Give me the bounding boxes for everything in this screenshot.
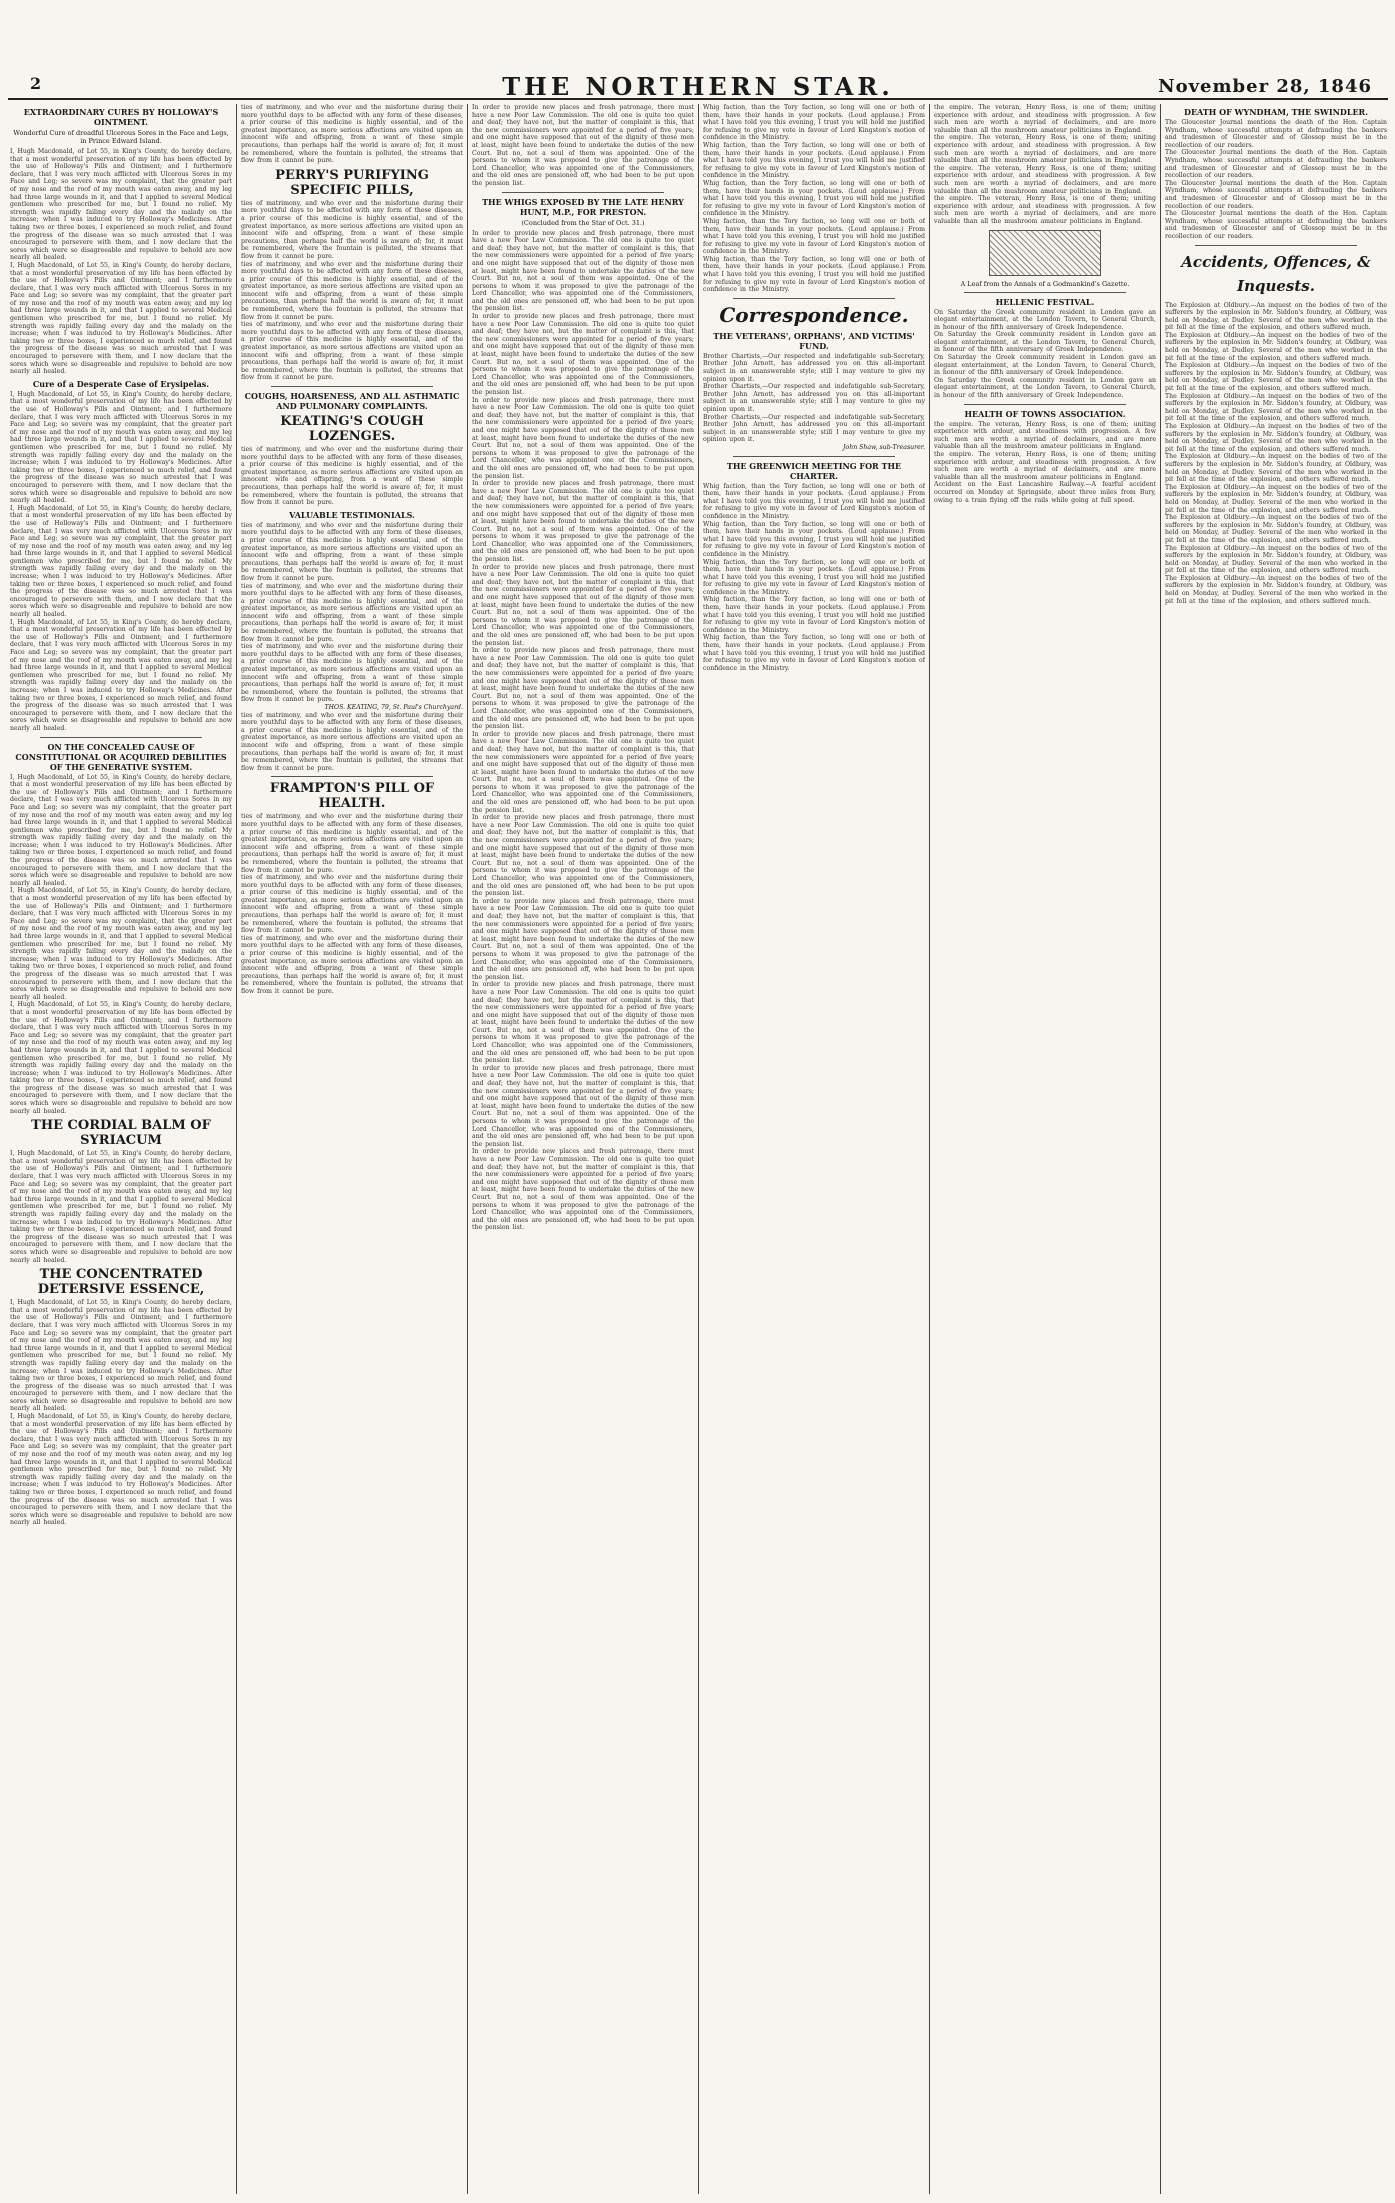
col2-article-repeat-8: ties of matrimony, and who ever and the misfortune during their more youthful days to be affected with any form of these diseases, a prior course of this medicine is highly essential, and of the greatest importance, as more serious affections are visited upon an innocent wife and offspring, from a want of these simple precautions, than perhaps half the world is aware of; for, it must be remembered, where the fountain is polluted, the streams that flow from it cannot be pure. (241, 711, 463, 772)
col3-article-repeat-2: In order to provide new places and fresh patronage, there must have a new Poor Law Commission. The old one is quite too quiet and deaf; they have not, but the matter of complaint is this, that the new commissioners were appointed for a period of five years; and one might have supposed that out of the dignity of those men at least, might have been found to undertake the duties of the new Court. But no, not a soul of them was appointed. One of the persons to whom it was proposed to give the patronage of the Lord Chancellor, who was appointed one of the Commissioners, and the old ones are pensioned off, who had been to be put upon the pension list. (472, 396, 694, 480)
col6-article-2-repeat-7: The Explosion at Oldbury.—An inquest on the bodies of two of the sufferers by the explosion in Mr. Siddon's foundry, at Oldbury, was held on Monday, at Dudley. Several of the men who worked in the pit fell at the time of the explosion, and others suffered much. (1165, 514, 1387, 544)
col4-heading-veterans-fund: THE VETERANS', ORPHANS', AND VICTIMS' FUND. (713, 330, 915, 351)
col4-article-top-repeat-2: Whig faction, than the Tory faction, so long will one or both of them, have their hands in your pockets. (Loud applause.) From what I have told you this evening, I trust you will hold me justified for refusing to give my vote in favour of Lord Kingston's motion of confidence in the Ministry. (703, 179, 925, 218)
column-rule (698, 104, 699, 2194)
col6-article-2-repeat-9: The Explosion at Oldbury.—An inquest on the bodies of two of the sufferers by the explosion in Mr. Siddon's foundry, at Oldbury, was held on Monday, at Dudley. Several of the men who worked in the pit fell at the time of the explosion, and others suffered much. (1165, 574, 1387, 605)
col1-heading-cordial-balm: THE CORDIAL BALM OF SYRIACUM (31, 1118, 211, 1149)
col3-article-repeat-11: In order to provide new places and fresh patronage, there must have a new Poor Law Commission. The old one is quite too quiet and deaf; they have not, but the matter of complaint is this, that the new commissioners were appointed for a period of five years; and one might have supposed that out of the dignity of those men at least, might have been found to undertake the duties of the new Court. But no, not a soul of them was appointed. One of the persons to whom it was proposed to give the patronage of the Lord Chancellor, who was appointed one of the Commissioners, and the old ones are pensioned off, who had been to be put upon the pension list. (472, 1148, 694, 1232)
col4-divider (733, 298, 895, 299)
col4-article-top-repeat-1: Whig faction, than the Tory faction, so long will one or both of them, have their hands in your pockets. (Loud applause.) From what I have told you this evening, I trust you will hold me justified for refusing to give my vote in favour of Lord Kingston's motion of confidence in the Ministry. (703, 141, 925, 180)
col4-article-repeat-4: Whig faction, than the Tory faction, so long will one or both of them, have their hands in your pockets. (Loud applause.) From what I have told you this evening, I trust you will hold me justified for refusing to give my vote in favour of Lord Kingston's motion of confidence in the Ministry. (703, 520, 925, 558)
column-rule (929, 104, 930, 2194)
col3-article-repeat-9: In order to provide new places and fresh patronage, there must have a new Poor Law Commission. The old one is quite too quiet and deaf; they have not, but the matter of complaint is this, that the new commissioners were appointed for a period of five years; and one might have supposed that out of the dignity of those men at least, might have been found to undertake the duties of the new Court. But no, not a soul of them was appointed. One of the persons to whom it was proposed to give the patronage of the Lord Chancellor, who was appointed one of the Commissioners, and the old ones are pensioned off, who had been to be put upon the pension list. (472, 981, 694, 1065)
col6-article-2-repeat-3: The Explosion at Oldbury.—An inquest on the bodies of two of the sufferers by the explosion in Mr. Siddon's foundry, at Oldbury, was held on Monday, at Dudley. Several of the men who worked in the pit fell at the time of the explosion, and others suffered much. (1165, 392, 1387, 423)
col3-article-repeat-7: In order to provide new places and fresh patronage, there must have a new Poor Law Commission. The old one is quite too quiet and deaf; they have not, but the matter of complaint is this, that the new commissioners were appointed for a period of five years; and one might have supposed that out of the dignity of those men at least, might have been found to undertake the duties of the new Court. But no, not a soul of them was appointed. One of the persons to whom it was proposed to give the patronage of the Lord Chancellor, who was appointed one of the Commissioners, and the old ones are pensioned off, who had been to be put upon the pension list. (472, 814, 694, 898)
col2-article-repeat-10: ties of matrimony, and who ever and the misfortune during their more youthful days to be affected with any form of these diseases, a prior course of this medicine is highly essential, and of the greatest importance, as more serious affections are visited upon an innocent wife and offspring, from a want of these simple precautions, than perhaps half the world is aware of; for, it must be remembered, where the fountain is polluted, the streams that flow from it cannot be pure. (241, 874, 463, 935)
col2-article-repeat-3: ties of matrimony, and who ever and the misfortune during their more youthful days to be affected with any form of these diseases, a prior course of this medicine is highly essential, and of the greatest importance, as more serious affections are visited upon an innocent wife and offspring, from a want of these simple precautions, than perhaps half the world is aware of; for, it must be remembered, where the fountain is polluted, the streams that flow from it cannot be pure. (241, 321, 463, 382)
col2-article-repeat-11: ties of matrimony, and who ever and the misfortune during their more youthful days to be affected with any form of these diseases, a prior course of this medicine is highly essential, and of the greatest importance, as more serious affections are visited upon an innocent wife and offspring, from a want of these simple precautions, than perhaps half the world is aware of; for, it must be remembered, where the fountain is polluted, the streams that flow from it cannot be pure. (241, 934, 463, 995)
column-4 (703, 104, 925, 2194)
col2-article-repeat-7: ties of matrimony, and who ever and the misfortune during their more youthful days to be affected with any form of these diseases, a prior course of this medicine is highly essential, and of the greatest importance, as more serious affections are visited upon an innocent wife and offspring, from a want of these simple precautions, than perhaps half the world is aware of; for, it must be remembered, where the fountain is polluted, the streams that flow from it cannot be pure. (241, 643, 463, 704)
col6-article-repeat-1: The Gloucester Journal mentions the death of the Hon. Captain Wyndham, whose successful attempts at defrauding the bankers and tradesmen of Gloucester and of Glossop must be in the recollection of our readers. (1165, 149, 1387, 180)
col1-divider (40, 737, 202, 738)
col2-heading-lozenges: KEATING'S COUGH LOZENGES. (280, 414, 424, 444)
col1-article-repeat-10: I, Hugh Macdonald, of Lot 55, in King's County, do hereby declare, that a most wonderful preservation of my life has been effected by the use of Holloway's Pills and Ointment; and I furthermore declare, that I was very much afflicted with Ulcerous Sores in my Face and Leg; so severe was my complaint, that the greater part of my nose and the roof of my mouth was eaten away, and my leg had three large wounds in it, and that I applied to several Medical gentlemen who prescribed for me, but I found no relief. My strength was rapidly failing every day and the malady on the increase; when I was induced to try Holloway's Medicines. After taking two or three boxes, I experienced so much relief, and found the progress of the disease was so much arrested that I was encouraged to persevere with them, and I now declare that the sores which were so disagreeable and repulsive to behold are now nearly all healed. (10, 1413, 232, 1527)
col5-article-repeat-1: On Saturday the Greek community resident in London gave an elegant entertainment, at the London Tavern, to General Church, in honour of the fifth anniversary of Greek Independence. (934, 331, 1156, 354)
col1-subheading: Wonderful Cure of dreadful Ulcerous Sores in the Face and Legs, in Prince Edward Island. (13, 129, 229, 145)
col6-article-2-repeat-2: The Explosion at Oldbury.—An inquest on the bodies of two of the sufferers by the explosion in Mr. Siddon's foundry, at Oldbury, was held on Monday, at Dudley. Several of the men who worked in the pit fell at the time of the explosion, and others suffered much. (1165, 362, 1387, 393)
woodcut-illustration (989, 230, 1101, 276)
col1-heading-debilities: ON THE CONCEALED CAUSE OF CONSTITUTIONAL OR ACQUIRED DEBILITIES OF THE GENERATIVE SYSTEM. (15, 741, 227, 772)
col1-article-repeat-3: I, Hugh Macdonald, of Lot 55, in King's County, do hereby declare, that a most wonderful preservation of my life has been effected by the use of Holloway's Pills and Ointment; and I furthermore declare, that I was very much afflicted with Ulcerous Sores in my Face and Leg; so severe was my complaint, that the greater part of my nose and the roof of my mouth was eaten away, and my leg had three large wounds in it, and that I applied to several Medical gentlemen who prescribed for me, but I found no relief. My strength was rapidly failing every day and the malady on the increase; when I was induced to try Holloway's Medicines. After taking two or three boxes, I experienced so much relief, and found the progress of the disease was so much arrested that I was encouraged to persevere with them, and I now declare that the sores which were so disagreeable and repulsive to behold are now nearly all healed. (10, 504, 232, 619)
col1-heading: EXTRAORDINARY CURES BY HOLLOWAY'S OINTMENT. (23, 107, 219, 127)
col5-article-top-repeat-3: the empire. The veteran, Henry Ross, is one of them; uniting experience with ardour, and steadiness with progression. A few such men are worth a myriad of declaimers, and are more valuable than all the mushroom amateur politicians in England. (934, 195, 1156, 225)
col1-article-repeat-1: I, Hugh Macdonald, of Lot 55, in King's County, do hereby declare, that a most wonderful preservation of my life has been effected by the use of Holloway's Pills and Ointment; and I furthermore declare, that I was very much afflicted with Ulcerous Sores in my Face and Leg; so severe was my complaint, that the greater part of my nose and the roof of my mouth was eaten away, and my leg had three large wounds in it, and that I applied to several Medical gentlemen who prescribed for me, but I found no relief. My strength was rapidly failing every day and the malady on the increase; when I was induced to try Holloway's Medicines. After taking two or three boxes, I experienced so much relief, and found the progress of the disease was so much arrested that I was encouraged to persevere with them, and I now declare that the sores which were so disagreeable and repulsive to behold are now nearly all healed. (10, 261, 232, 376)
column-6 (1165, 104, 1387, 2194)
col5-article: On Saturday the Greek community resident in London gave an elegant entertainment, at the London Tavern, to General Church, in honour of the fifth anniversary of Greek Independence. (934, 308, 1156, 331)
col6-article-2: The Explosion at Oldbury.—An inquest on the bodies of two of the sufferers by the explosion in Mr. Siddon's foundry, at Oldbury, was held on Monday, at Dudley. Several of the men who worked in the pit fell at the time of the explosion, and others suffered much. (1165, 301, 1387, 332)
col4-article-repeat-6: Whig faction, than the Tory faction, so long will one or both of them, have their hands in your pockets. (Loud applause.) From what I have told you this evening, I trust you will hold me justified for refusing to give my vote in favour of Lord Kingston's motion of confidence in the Ministry. (703, 596, 925, 634)
masthead (8, 72, 1388, 100)
col1-article-repeat-7: I, Hugh Macdonald, of Lot 55, in King's County, do hereby declare, that a most wonderful preservation of my life has been effected by the use of Holloway's Pills and Ointment; and I furthermore declare, that I was very much afflicted with Ulcerous Sores in my Face and Leg; so severe was my complaint, that the greater part of my nose and the roof of my mouth was eaten away, and my leg had three large wounds in it, and that I applied to several Medical gentlemen who prescribed for me, but I found no relief. My strength was rapidly failing every day and the malady on the increase; when I was induced to try Holloway's Medicines. After taking two or three boxes, I experienced so much relief, and found the progress of the disease was so much arrested that I was encouraged to persevere with them, and I now declare that the sores which were so disagreeable and repulsive to behold are now nearly all healed. (10, 1001, 232, 1115)
col3-article-repeat-5: In order to provide new places and fresh patronage, there must have a new Poor Law Commission. The old one is quite too quiet and deaf; they have not, but the matter of complaint is this, that the new commissioners were appointed for a period of five years; and one might have supposed that out of the dignity of those men at least, might have been found to undertake the duties of the new Court. But no, not a soul of them was appointed. One of the persons to whom it was proposed to give the patronage of the Lord Chancellor, who was appointed one of the Commissioners, and the old ones are pensioned off, who had been to be put upon the pension list. (472, 647, 694, 731)
col3-article-repeat-1: In order to provide new places and fresh patronage, there must have a new Poor Law Commission. The old one is quite too quiet and deaf; they have not, but the matter of complaint is this, that the new commissioners were appointed for a period of five years; and one might have supposed that out of the dignity of those men at least, might have been found to undertake the duties of the new Court. But no, not a soul of them was appointed. One of the persons to whom it was proposed to give the patronage of the Lord Chancellor, who was appointed one of the Commissioners, and the old ones are pensioned off, who had been to be put upon the pension list. (472, 313, 694, 396)
col4-article: Brother Chartists,—Our respected and indefatigable sub-Secretary, Brother John Arnott, has addressed you on this all-important subject in an unanswerable style; still I may venture to give my opinion upon it. (703, 352, 925, 383)
col3-divider (502, 192, 664, 193)
col3-article: In order to provide new places and fresh patronage, there must have a new Poor Law Commission. The old one is quite too quiet and deaf; they have not, but the matter of complaint is this, that the new commissioners were appointed for a period of five years; and one might have supposed that out of the dignity of those men at least, might have been found to undertake the duties of the new Court. But no, not a soul of them was appointed. One of the persons to whom it was proposed to give the patronage of the Lord Chancellor, who was appointed one of the Commissioners, and the old ones are pensioned off, who had been to be put upon the pension list. (472, 229, 694, 313)
col5-article-repeat-4: the empire. The veteran, Henry Ross, is one of them; uniting experience with ardour, and steadiness with progression. A few such men are worth a myriad of declaimers, and are more valuable than all the mushroom amateur politicians in England. (934, 420, 1156, 451)
col3-heading-whigs: THE WHIGS EXPOSED BY THE LATE HENRY HUNT, M.P., FOR PRESTON. (482, 196, 684, 217)
col4-divider-2 (733, 456, 895, 457)
col1-article: I, Hugh Macdonald, of Lot 55, in King's County, do hereby declare, that a most wonderful preservation of my life has been effected by the use of Holloway's Pills and Ointment; and I furthermore declare, that I was very much afflicted with Ulcerous Sores in my Face and Leg; so severe was my complaint, that the greater part of my nose and the roof of my mouth was eaten away, and my leg had three large wounds in it, and that I applied to several Medical gentlemen who prescribed for me, but I found no relief. My strength was rapidly failing every day and the malady on the increase; when I was induced to try Holloway's Medicines. After taking two or three boxes, I experienced so much relief, and found the progress of the disease was so much arrested that I was encouraged to persevere with them, and I now declare that the sores which were so disagreeable and repulsive to behold are now nearly all healed. (10, 148, 232, 262)
columns (10, 104, 1388, 2199)
col5-article-top: the empire. The veteran, Henry Ross, is one of them; uniting experience with ardour, and steadiness with progression. A few such men are worth a myriad of declaimers, and are more valuable than all the mushroom amateur politicians in England. (934, 104, 1156, 134)
column-rule (236, 104, 237, 2194)
page-number: 2 (30, 74, 42, 93)
col6-article: The Gloucester Journal mentions the death of the Hon. Captain Wyndham, whose successful attempts at defrauding the bankers and tradesmen of Gloucester and of Glossop must be in the recollection of our readers. (1165, 119, 1387, 149)
col3-article-repeat-10: In order to provide new places and fresh patronage, there must have a new Poor Law Commission. The old one is quite too quiet and deaf; they have not, but the matter of complaint is this, that the new commissioners were appointed for a period of five years; and one might have supposed that out of the dignity of those men at least, might have been found to undertake the duties of the new Court. But no, not a soul of them was appointed. One of the persons to whom it was proposed to give the patronage of the Lord Chancellor, who was appointed one of the Commissioners, and the old ones are pensioned off, who had been to be put upon the pension list. (472, 1064, 694, 1148)
col6-article-repeat-2: The Gloucester Journal mentions the death of the Hon. Captain Wyndham, whose successful attempts at defrauding the bankers and tradesmen of Gloucester and of Glossop must be in the recollection of our readers. (1165, 179, 1387, 210)
col5-caption: A Leaf from the Annals of a Godmankind's Gazette. (960, 279, 1130, 288)
col5-article-top-repeat-1: the empire. The veteran, Henry Ross, is one of them; uniting experience with ardour, and steadiness with progression. A few such men are worth a myriad of declaimers, and are more valuable than all the mushroom amateur politicians in England. (934, 134, 1156, 165)
column-2 (241, 104, 463, 2194)
col4-section-correspondence: Correspondence. (719, 302, 909, 327)
col6-article-repeat-3: The Gloucester Journal mentions the death of the Hon. Captain Wyndham, whose successful attempts at defrauding the bankers and tradesmen of Gloucester and of Glossop must be in the recollection of our readers. (1165, 210, 1387, 240)
col5-article-repeat-5: the empire. The veteran, Henry Ross, is one of them; uniting experience with ardour, and steadiness with progression. A few such men are worth a myriad of declaimers, and are more valuable than all the mushroom amateur politicians in England. (934, 451, 1156, 481)
col2-heading-perrys-pills: PERRY'S PURIFYING SPECIFIC PILLS, (275, 167, 429, 198)
column-3 (472, 104, 694, 2194)
col4-article-top: Whig faction, than the Tory faction, so long will one or both of them, have their hands in your pockets. (Loud applause.) From what I have told you this evening, I trust you will hold me justified for refusing to give my vote in favour of Lord Kingston's motion of confidence in the Ministry. (703, 104, 925, 142)
col2-divider (271, 386, 433, 387)
col2-article-repeat-5: ties of matrimony, and who ever and the misfortune during their more youthful days to be affected with any form of these diseases, a prior course of this medicine is highly essential, and of the greatest importance, as more serious affections are visited upon an innocent wife and offspring, from a want of these simple precautions, than perhaps half the world is aware of; for, it must be remembered, where the fountain is polluted, the streams that flow from it cannot be pure. (241, 521, 463, 582)
col2-divider-2 (271, 776, 433, 777)
newspaper-title: THE NORTHERN STAR. (502, 72, 894, 101)
col6-divider (1195, 245, 1357, 246)
col3-article-repeat-3: In order to provide new places and fresh patronage, there must have a new Poor Law Commission. The old one is quite too quiet and deaf; they have not, but the matter of complaint is this, that the new commissioners were appointed for a period of five years; and one might have supposed that out of the dignity of those men at least, might have been found to undertake the duties of the new Court. But no, not a soul of them was appointed. One of the persons to whom it was proposed to give the patronage of the Lord Chancellor, who was appointed one of the Commissioners, and the old ones are pensioned off, who had been to be put upon the pension list. (472, 480, 694, 564)
col4-article-repeat-7: Whig faction, than the Tory faction, so long will one or both of them, have their hands in your pockets. (Loud applause.) From what I have told you this evening, I trust you will hold me justified for refusing to give my vote in favour of Lord Kingston's motion of confidence in the Ministry. (703, 634, 925, 672)
col4-article-repeat-5: Whig faction, than the Tory faction, so long will one or both of them, have their hands in your pockets. (Loud applause.) From what I have told you this evening, I trust you will hold me justified for refusing to give my vote in favour of Lord Kingston's motion of confidence in the Ministry. (703, 558, 925, 596)
col1-article-repeat-8: I, Hugh Macdonald, of Lot 55, in King's County, do hereby declare, that a most wonderful preservation of my life has been effected by the use of Holloway's Pills and Ointment; and I furthermore declare, that I was very much afflicted with Ulcerous Sores in my Face and Leg; so severe was my complaint, that the greater part of my nose and the roof of my mouth was eaten away, and my leg had three large wounds in it, and that I applied to several Medical gentlemen who prescribed for me, but I found no relief. My strength was rapidly failing every day and the malady on the increase; when I was induced to try Holloway's Medicines. After taking two or three boxes, I experienced so much relief, and found the progress of the disease was so much arrested that I was encouraged to persevere with them, and I now declare that the sores which were so disagreeable and repulsive to behold are now nearly all healed. (10, 1150, 232, 1264)
col3-article-repeat-8: In order to provide new places and fresh patronage, there must have a new Poor Law Commission. The old one is quite too quiet and deaf; they have not, but the matter of complaint is this, that the new commissioners were appointed for a period of five years; and one might have supposed that out of the dignity of those men at least, might have been found to undertake the duties of the new Court. But no, not a soul of them was appointed. One of the persons to whom it was proposed to give the patronage of the Lord Chancellor, who was appointed one of the Commissioners, and the old ones are pensioned off, who had been to be put upon the pension list. (472, 897, 694, 981)
col1-article-repeat-6: I, Hugh Macdonald, of Lot 55, in King's County, do hereby declare, that a most wonderful preservation of my life has been effected by the use of Holloway's Pills and Ointment; and I furthermore declare, that I was very much afflicted with Ulcerous Sores in my Face and Leg; so severe was my complaint, that the greater part of my nose and the roof of my mouth was eaten away, and my leg had three large wounds in it, and that I applied to several Medical gentlemen who prescribed for me, but I found no relief. My strength was rapidly failing every day and the malady on the increase; when I was induced to try Holloway's Medicines. After taking two or three boxes, I experienced so much relief, and found the progress of the disease was so much arrested that I was encouraged to persevere with them, and I now declare that the sores which were so disagreeable and repulsive to behold are now nearly all healed. (10, 887, 232, 1001)
column-5 (934, 104, 1156, 2194)
col6-article-2-repeat-1: The Explosion at Oldbury.—An inquest on the bodies of two of the sufferers by the explosion in Mr. Siddon's foundry, at Oldbury, was held on Monday, at Dudley. Several of the men who worked in the pit fell at the time of the explosion, and others suffered much. (1165, 331, 1387, 362)
col5-heading-health-of-towns: HEALTH OF TOWNS ASSOCIATION. (964, 408, 1126, 419)
col6-heading-wyndham: DEATH OF WYNDHAM, THE SWINDLER. (1184, 107, 1368, 117)
column-rule (467, 104, 468, 2194)
col6-article-2-repeat-5: The Explosion at Oldbury.—An inquest on the bodies of two of the sufferers by the explosion in Mr. Siddon's foundry, at Oldbury, was held on Monday, at Dudley. Several of the men who worked in the pit fell at the time of the explosion, and others suffered much. (1165, 453, 1387, 484)
col6-article-2-repeat-4: The Explosion at Oldbury.—An inquest on the bodies of two of the sufferers by the explosion in Mr. Siddon's foundry, at Oldbury, was held on Monday, at Dudley. Several of the men who worked in the pit fell at the time of the explosion, and others suffered much. (1165, 423, 1387, 453)
col4-article-top-repeat-3: Whig faction, than the Tory faction, so long will one or both of them, have their hands in your pockets. (Loud applause.) From what I have told you this evening, I trust you will hold me justified for refusing to give my vote in favour of Lord Kingston's motion of confidence in the Ministry. (703, 217, 925, 256)
col2-heading-coughs: COUGHS, HOARSENESS, AND ALL ASTHMATIC AND PULMONARY COMPLAINTS. (244, 391, 460, 411)
col5-article-repeat-3: On Saturday the Greek community resident in London gave an elegant entertainment, at the London Tavern, to General Church, in honour of the fifth anniversary of Greek Independence. (934, 376, 1156, 400)
col1-article-repeat-4: I, Hugh Macdonald, of Lot 55, in King's County, do hereby declare, that a most wonderful preservation of my life has been effected by the use of Holloway's Pills and Ointment; and I furthermore declare, that I was very much afflicted with Ulcerous Sores in my Face and Leg; so severe was my complaint, that the greater part of my nose and the roof of my mouth was eaten away, and my leg had three large wounds in it, and that I applied to several Medical gentlemen who prescribed for me, but I found no relief. My strength was rapidly failing every day and the malady on the increase; when I was induced to try Holloway's Medicines. After taking two or three boxes, I experienced so much relief, and found the progress of the disease was so much arrested that I was encouraged to persevere with them, and I now declare that the sores which were so disagreeable and repulsive to behold are now nearly all healed. (10, 618, 232, 732)
col2-article-repeat-6: ties of matrimony, and who ever and the misfortune during their more youthful days to be affected with any form of these diseases, a prior course of this medicine is highly essential, and of the greatest importance, as more serious affections are visited upon an innocent wife and offspring, from a want of these simple precautions, than perhaps half the world is aware of; for, it must be remembered, where the fountain is polluted, the streams that flow from it cannot be pure. (241, 582, 463, 643)
col1-article-repeat-2: I, Hugh Macdonald, of Lot 55, in King's County, do hereby declare, that a most wonderful preservation of my life has been effected by the use of Holloway's Pills and Ointment; and I furthermore declare, that I was very much afflicted with Ulcerous Sores in my Face and Leg; so severe was my complaint, that the greater part of my nose and the roof of my mouth was eaten away, and my leg had three large wounds in it, and that I applied to several Medical gentlemen who prescribed for me, but I found no relief. My strength was rapidly failing every day and the malady on the increase; when I was induced to try Holloway's Medicines. After taking two or three boxes, I experienced so much relief, and found the progress of the disease was so much arrested that I was encouraged to persevere with them, and I now declare that the sores which were so disagreeable and repulsive to behold are now nearly all healed. (10, 390, 232, 505)
col1-article-repeat-5: I, Hugh Macdonald, of Lot 55, in King's County, do hereby declare, that a most wonderful preservation of my life has been effected by the use of Holloway's Pills and Ointment; and I furthermore declare, that I was very much afflicted with Ulcerous Sores in my Face and Leg; so severe was my complaint, that the greater part of my nose and the roof of my mouth was eaten away, and my leg had three large wounds in it, and that I applied to several Medical gentlemen who prescribed for me, but I found no relief. My strength was rapidly failing every day and the malady on the increase; when I was induced to try Holloway's Medicines. After taking two or three boxes, I experienced so much relief, and found the progress of the disease was so much arrested that I was encouraged to persevere with them, and I now declare that the sores which were so disagreeable and repulsive to behold are now nearly all healed. (10, 773, 232, 887)
col5-divider-2 (964, 404, 1126, 405)
col6-article-2-repeat-8: The Explosion at Oldbury.—An inquest on the bodies of two of the sufferers by the explosion in Mr. Siddon's foundry, at Oldbury, was held on Monday, at Dudley. Several of the men who worked in the pit fell at the time of the explosion, and others suffered much. (1165, 544, 1387, 575)
col5-divider (964, 292, 1126, 293)
col4-article-repeat-2: Brother Chartists,—Our respected and indefatigable sub-Secretary, Brother John Arnott, has addressed you on this all-important subject in an unanswerable style; still I may venture to give my opinion upon it. (703, 413, 925, 444)
col5-article-top-repeat-2: the empire. The veteran, Henry Ross, is one of them; uniting experience with ardour, and steadiness with progression. A few such men are worth a myriad of declaimers, and are more valuable than all the mushroom amateur politicians in England. (934, 164, 1156, 195)
col5-footnote: Accident on the East Lancashire Railway.—A fearful accident occurred on Monday at Springside, about three miles from Bury, owing to a train flying off the rails while going at full speed. (934, 481, 1156, 504)
col2-article-repeat-4: ties of matrimony, and who ever and the misfortune during their more youthful days to be affected with any form of these diseases, a prior course of this medicine is highly essential, and of the greatest importance, as more serious affections are visited upon an innocent wife and offspring, from a want of these simple precautions, than perhaps half the world is aware of; for, it must be remembered, where the fountain is polluted, the streams that flow from it cannot be pure. (241, 446, 463, 507)
col2-article: ties of matrimony, and who ever and the misfortune during their more youthful days to be affected with any form of these diseases, a prior course of this medicine is highly essential, and of the greatest importance, as more serious affections are visited upon an innocent wife and offspring, from a want of these simple precautions, than perhaps half the world is aware of; for, it must be remembered, where the fountain is polluted, the streams that flow from it cannot be pure. (241, 104, 463, 165)
col3-article-top: In order to provide new places and fresh patronage, there must have a new Poor Law Commission. The old one is quite too quiet and deaf; they have not, but the matter of complaint is this, that the new commissioners were appointed for a period of five years; and one might have supposed that out of the dignity of those men at least, might have been found to undertake the duties of the new Court. But no, not a soul of them was appointed. One of the persons to whom it was proposed to give the patronage of the Lord Chancellor, who was appointed one of the Commissioners, and the old ones are pensioned off, who had been to be put upon the pension list. (472, 104, 694, 187)
col4-signature: John Shaw, sub-Treasurer. (843, 443, 925, 451)
col2-article-repeat-9: ties of matrimony, and who ever and the misfortune during their more youthful days to be affected with any form of these diseases, a prior course of this medicine is highly essential, and of the greatest importance, as more serious affections are visited upon an innocent wife and offspring, from a want of these simple precautions, than perhaps half the world is aware of; for, it must be remembered, where the fountain is polluted, the streams that flow from it cannot be pure. (241, 813, 463, 874)
col4-article-repeat-3: Whig faction, than the Tory faction, so long will one or both of them, have their hands in your pockets. (Loud applause.) From what I have told you this evening, I trust you will hold me justified for refusing to give my vote in favour of Lord Kingston's motion of confidence in the Ministry. (703, 482, 925, 520)
col3-subheading: (Concluded from the Star of Oct. 31.) (521, 218, 645, 227)
issue-date: November 28, 1846 (1158, 76, 1372, 97)
col1-article-repeat-9: I, Hugh Macdonald, of Lot 55, in King's County, do hereby declare, that a most wonderful preservation of my life has been effected by the use of Holloway's Pills and Ointment; and I furthermore declare, that I was very much afflicted with Ulcerous Sores in my Face and Leg; so severe was my complaint, that the greater part of my nose and the roof of my mouth was eaten away, and my leg had three large wounds in it, and that I applied to several Medical gentlemen who prescribed for me, but I found no relief. My strength was rapidly failing every day and the malady on the increase; when I was induced to try Holloway's Medicines. After taking two or three boxes, I experienced so much relief, and found the progress of the disease was so much arrested that I was encouraged to persevere with them, and I now declare that the sores which were so disagreeable and repulsive to behold are now nearly all healed. (10, 1299, 232, 1413)
col3-article-repeat-4: In order to provide new places and fresh patronage, there must have a new Poor Law Commission. The old one is quite too quiet and deaf; they have not, but the matter of complaint is this, that the new commissioners were appointed for a period of five years; and one might have supposed that out of the dignity of those men at least, might have been found to undertake the duties of the new Court. But no, not a soul of them was appointed. One of the persons to whom it was proposed to give the patronage of the Lord Chancellor, who was appointed one of the Commissioners, and the old ones are pensioned off, who had been to be put upon the pension list. (472, 563, 694, 647)
col4-article-top-repeat-4: Whig faction, than the Tory faction, so long will one or both of them, have their hands in your pockets. (Loud applause.) From what I have told you this evening, I trust you will hold me justified for refusing to give my vote in favour of Lord Kingston's motion of confidence in the Ministry. (703, 255, 925, 294)
col2-heading-frampton: FRAMPTON'S PILL OF HEALTH. (269, 781, 435, 812)
col4-heading-greenwich: THE GREENWICH MEETING FOR THE CHARTER. (726, 460, 902, 481)
col6-section-accidents: Accidents, Offences, & Inquests. (1181, 252, 1371, 295)
col2-heading-testimonials: VALUABLE TESTIMONIALS. (289, 509, 415, 520)
col1-heading-erysipelas: Cure of a Desperate Case of Erysipelas. (32, 378, 210, 389)
col4-article-repeat-1: Brother Chartists,—Our respected and indefatigable sub-Secretary, Brother John Arnott, has addressed you on this all-important subject in an unanswerable style; still I may venture to give my opinion upon it. (703, 383, 925, 413)
col2-article-repeat-1: ties of matrimony, and who ever and the misfortune during their more youthful days to be affected with any form of these diseases, a prior course of this medicine is highly essential, and of the greatest importance, as more serious affections are visited upon an innocent wife and offspring, from a want of these simple precautions, than perhaps half the world is aware of; for, it must be remembered, where the fountain is polluted, the streams that flow from it cannot be pure. (241, 199, 463, 260)
col2-signature: THOS. KEATING, 79, St. Paul's Churchyard. (324, 704, 463, 711)
col3-article-repeat-6: In order to provide new places and fresh patronage, there must have a new Poor Law Commission. The old one is quite too quiet and deaf; they have not, but the matter of complaint is this, that the new commissioners were appointed for a period of five years; and one might have supposed that out of the dignity of those men at least, might have been found to undertake the duties of the new Court. But no, not a soul of them was appointed. One of the persons to whom it was proposed to give the patronage of the Lord Chancellor, who was appointed one of the Commissioners, and the old ones are pensioned off, who had been to be put upon the pension list. (472, 730, 694, 814)
col2-article-repeat-2: ties of matrimony, and who ever and the misfortune during their more youthful days to be affected with any form of these diseases, a prior course of this medicine is highly essential, and of the greatest importance, as more serious affections are visited upon an innocent wife and offspring, from a want of these simple precautions, than perhaps half the world is aware of; for, it must be remembered, where the fountain is polluted, the streams that flow from it cannot be pure. (241, 260, 463, 321)
column-1 (10, 104, 232, 2194)
col1-heading-essence: THE CONCENTRATED DETERSIVE ESSENCE, (37, 1267, 205, 1298)
col6-article-2-repeat-6: The Explosion at Oldbury.—An inquest on the bodies of two of the sufferers by the explosion in Mr. Siddon's foundry, at Oldbury, was held on Monday, at Dudley. Several of the men who worked in the pit fell at the time of the explosion, and others suffered much. (1165, 483, 1387, 514)
col5-article-repeat-2: On Saturday the Greek community resident in London gave an elegant entertainment, at the London Tavern, to General Church, in honour of the fifth anniversary of Greek Independence. (934, 354, 1156, 377)
col5-heading-hellenic: HELLENIC FESTIVAL. (995, 296, 1095, 307)
column-rule (1160, 104, 1161, 2194)
